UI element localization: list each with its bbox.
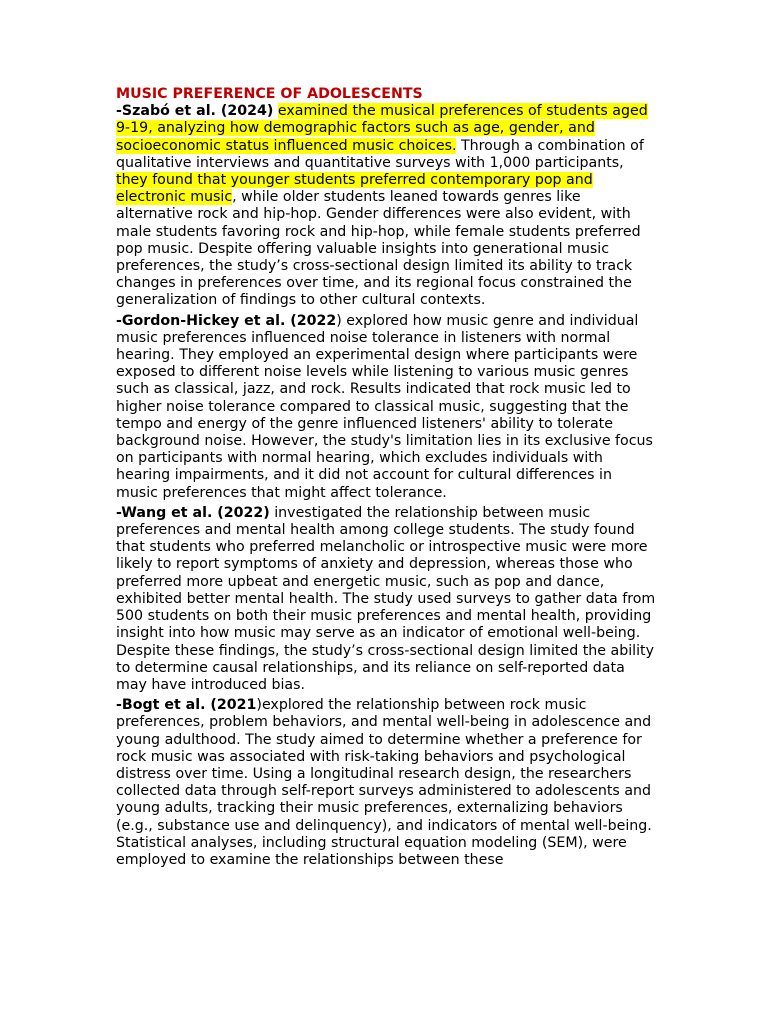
paragraph-text: ) explored how music genre and individual music preferences influenced noise tolerance in listeners with normal hearing. They employed an experimental design where participants were exposed to different noise levels while listening to various music genres such as classical, jazz, and rock. Results indicated that rock music led to higher noise tolerance compared to classical music, suggesting that the tempo and energy of the genre influenced listeners' ability to tolerate background noise. However, the study's limitation lies in its exclusive focus on participants with normal hearing, which excludes individuals with hearing impairments, and it did not account for cultural differences in music preferences that might affect tolerance. <box>116 312 653 501</box>
document-page <box>116 86 656 872</box>
paragraph-text: investigated the relationship between music preferences and mental health among college students. The study found that students who preferred melancholic or introspective music were more likely to report symptoms of anxiety and depression, whereas those who preferred more upbeat and energetic music, such as pop and dance, exhibited better mental health. The study used surveys to gather data from 500 students on both their music preferences and mental health, providing insight into how music may serve as an indicator of emotional well-being. Despite these findings, the study’s cross-sectional design limited the ability to determine causal relationships, and its reliance on self-reported data may have introduced bias. <box>116 504 656 693</box>
paragraph-wang <box>116 505 656 694</box>
author-citation: -Bogt et al. (2021 <box>116 697 257 714</box>
paragraph-bogt <box>116 697 656 869</box>
paragraph-text: Through a combination of qualitative interviews and quantitative surveys with 1,000 participants, <box>116 137 644 171</box>
highlighted-text: examined the musical preferences of students aged 9-19, analyzing how demographic factors such as age, gender, and socioeconomic status influenced music choices. <box>116 103 648 154</box>
paragraph-szabo <box>116 103 656 309</box>
highlighted-text: they found that younger students preferred contemporary pop and electronic music <box>116 172 593 206</box>
author-citation: -Szabó et al. (2024) <box>116 103 274 120</box>
paragraph-gordon-hickey <box>116 313 656 502</box>
author-citation: -Gordon-Hickey et al. (2022 <box>116 312 337 329</box>
author-citation: -Wang et al. (2022) <box>116 504 270 521</box>
paragraph-text: , while older students leaned towards genres like alternative rock and hip-hop. Gender differences were also evident, with male students favoring rock and hip-hop, while female students preferred pop music. Despite offering valuable insights into generational music preferences, the study’s cross-sectional design limited its ability to track changes in preferences over time, and its regional focus constrained the generalization of findings to other cultural contexts. <box>116 189 641 309</box>
document-title: MUSIC PREFERENCE OF ADOLESCENTS <box>116 86 423 102</box>
paragraph-text: )explored the relationship between rock music preferences, problem behaviors, and mental well-being in adolescence and young adulthood. The study aimed to determine whether a preference for rock music was associated with risk-taking behaviors and psychological distress over time. Using a longitudinal research design, the researchers collected data through self-report surveys administered to adolescents and young adults, tracking their music preferences, externalizing behaviors (e.g., substance use and delinquency), and indicators of mental well-being. Statistical analyses, including structural equation modeling (SEM), were employed to examine the relationships between these <box>116 697 652 868</box>
